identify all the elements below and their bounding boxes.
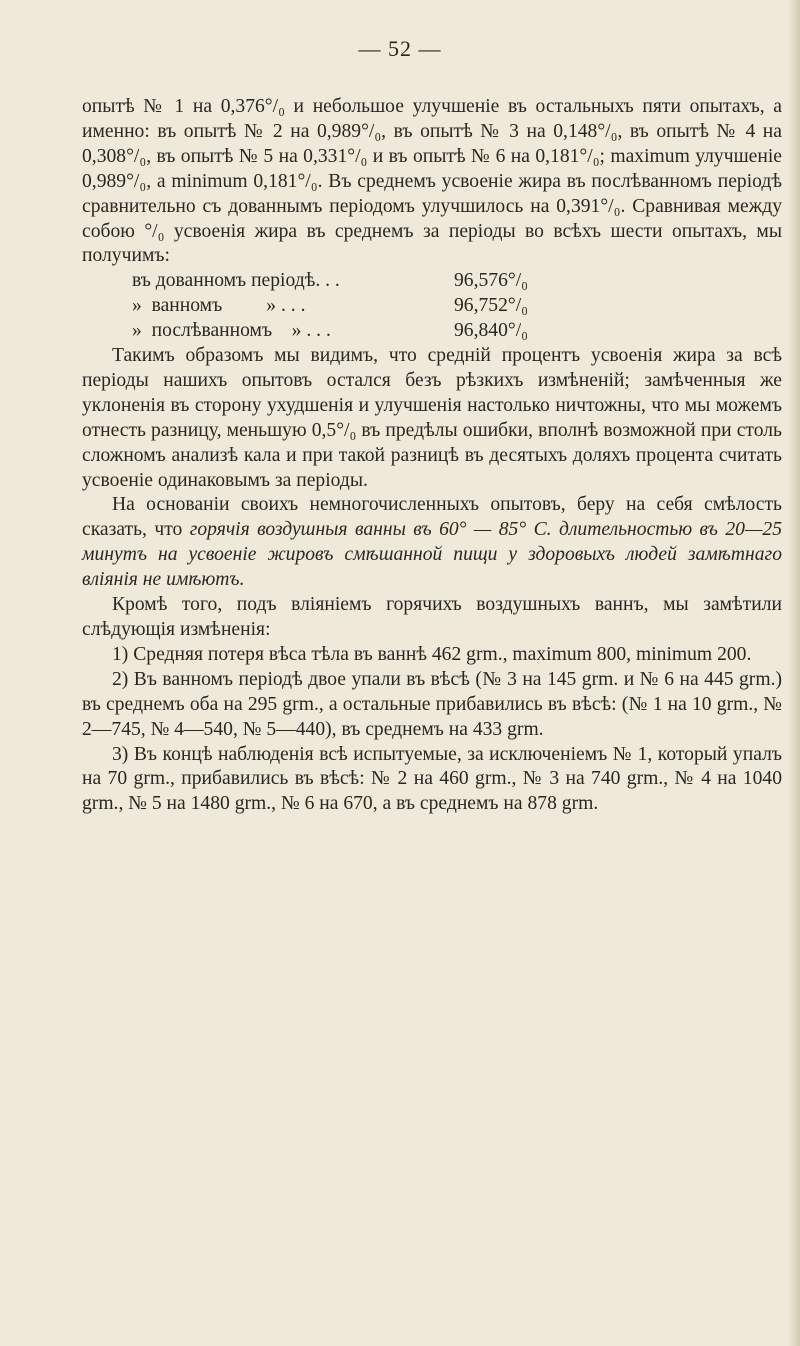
period-value: 96,752°/₀	[454, 295, 528, 317]
paragraph-3-start: На основаніи своихъ немногочисленныхъ опытовъ, беру на себя смѣлость сказать, что	[82, 494, 782, 541]
period-label: » ванномъ » . . .	[132, 295, 306, 317]
fat-absorption-table	[82, 269, 782, 344]
paragraph-3	[82, 493, 782, 593]
text-body	[82, 95, 782, 817]
period-label: въ дованномъ періодѣ. . .	[132, 270, 340, 292]
paragraph-4: Кромѣ того, подъ вліяніемъ горячихъ воздушныхъ ваннъ, мы замѣтили слѣдующія измѣненія:	[82, 594, 782, 640]
conclusion-italic: горячія воздушныя ванны въ 60° — 85° С. длительностью въ 20—25 минутъ на усвоеніе жировъ смѣшанной пищи у здоровыхъ людей замѣтнаго вліянія не имѣютъ.	[82, 519, 782, 591]
period-value: 96,576°/₀	[454, 270, 528, 292]
table-row	[82, 269, 782, 294]
table-row	[82, 294, 782, 319]
paragraph-2: Такимъ образомъ мы видимъ, что средній процентъ усвоенія жира за всѣ періоды нашихъ опытовъ остался безъ рѣзкихъ измѣненій; замѣченныя же уклоненія въ сторону ухудшенія и улучшенія настолько ничтожны, что мы можемъ отнесть разницу, меньшую 0,5°/₀ въ предѣлы ошибки, вполнѣ возможной при столь сложномъ анализѣ кала и при такой разницѣ въ десятыхъ доляхъ процента считать усвоеніе одинаковымъ за періоды.	[82, 345, 782, 491]
paragraph-1: опытѣ № 1 на 0,376°/₀ и небольшое улучшеніе въ остальныхъ пяти опытахъ, а именно: въ опытѣ № 2 на 0,989°/₀, въ опытѣ № 3 на 0,148°/₀, въ опытѣ № 4 на 0,308°/₀, въ опытѣ № 5 на 0,331°/₀ и въ опытѣ № 6 на 0,181°/₀; maximum улучшеніе 0,989°/₀, а minimum 0,181°/₀. Въ среднемъ усвоеніе жира въ послѣванномъ періодѣ сравнительно съ дованнымъ періодомъ улучшилось на 0,391°/₀. Сравнивая между собою °/₀ усвоенія жира въ среднемъ за періоды во всѣхъ шести опытахъ, мы получимъ:	[82, 96, 782, 267]
period-value: 96,840°/₀	[454, 320, 528, 342]
table-row	[82, 319, 782, 344]
paragraph-5: 1) Средняя потеря вѣса тѣла въ ваннѣ 462 grm., maximum 800, minimum 200.	[112, 643, 752, 665]
paragraph-7: 3) Въ концѣ наблюденія всѣ испытуемые, за исключеніемъ № 1, который упалъ на 70 grm., прибавились въ вѣсѣ: № 2 на 460 grm., № 3 на 740 grm., № 4 на 1040 grm., № 5 на 1480 grm., № 6 на 670, а въ среднемъ на 878 grm.	[82, 743, 782, 815]
period-label: » послѣванномъ » . . .	[132, 320, 331, 342]
page-edge-shadow	[788, 0, 800, 1346]
page-number: — 52 —	[358, 36, 442, 61]
paragraph-6: 2) Въ ванномъ періодѣ двое упали въ вѣсѣ (№ 3 на 145 grm. и № 6 на 445 grm.) въ среднемъ оба на 295 grm., а остальные прибавились въ вѣсѣ: (№ 1 на 10 grm., № 2—745, № 4—540, № 5—440), въ среднемъ на 433 grm.	[82, 668, 782, 740]
